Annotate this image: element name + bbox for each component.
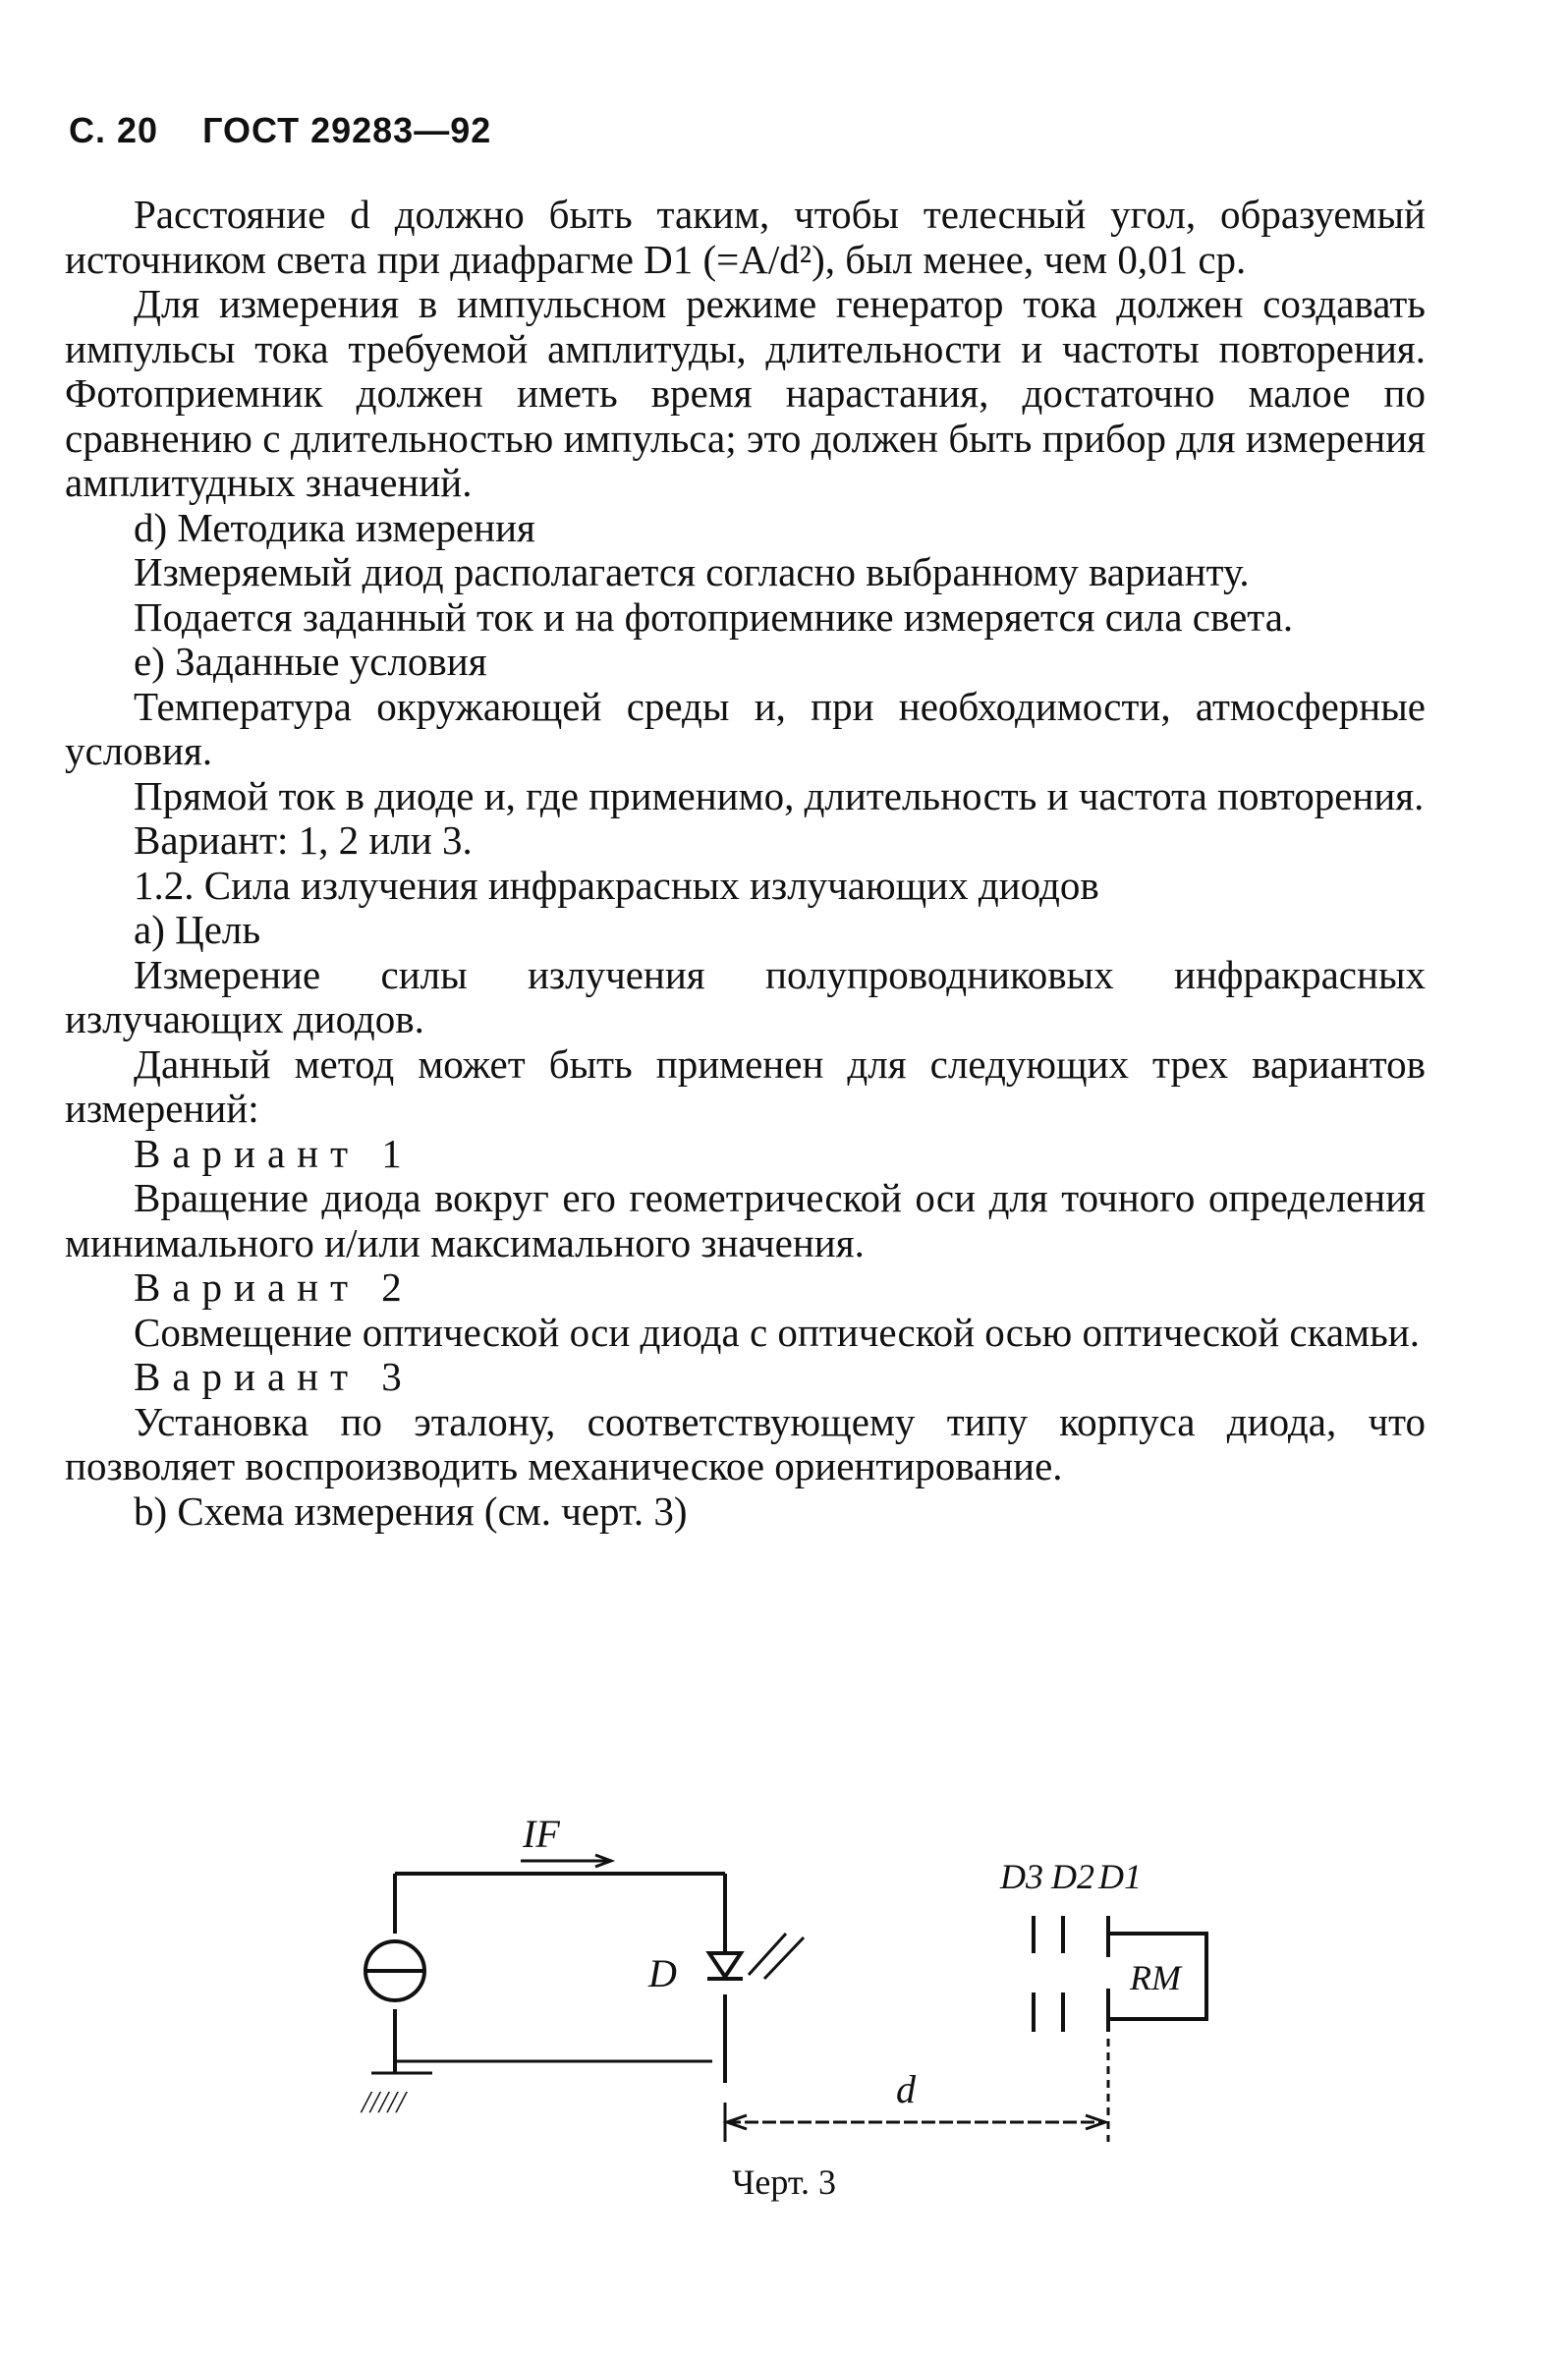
- paragraph: Прямой ток в диоде и, где применимо, длительность и частота повторения.: [134, 772, 1425, 818]
- variant-heading: Вариант 3: [134, 1354, 414, 1399]
- paragraph: Данный метод может быть применен для следующих трех вариантов измерений:: [65, 1040, 1426, 1131]
- paragraph: Для измерения в импульсном режиме генератор тока должен создавать импульсы тока требуемой амплитуды, длительности и частоты повторения. Фотоприемник должен иметь время нарастания, достаточно малое по сравнению с длительностью импульса; это должен быть прибор для измерения амплитудных значений.: [65, 281, 1426, 505]
- paragraph: Совмещение оптической оси диода с оптической осью оптической скамьи.: [134, 1309, 1420, 1355]
- standard-number: ГОСТ 29283—92: [202, 110, 492, 150]
- paragraph: Измеряемый диод располагается согласно выбранному варианту.: [134, 549, 1250, 594]
- radiometer-label: RM: [1130, 1958, 1181, 1997]
- section-heading: e) Заданные условия: [134, 639, 487, 684]
- section-heading: b) Схема измерения (см. черт. 3): [134, 1487, 688, 1534]
- current-label: IF: [523, 1812, 560, 1856]
- diode-label: D: [648, 1951, 677, 1995]
- paragraph: Установка по эталону, соответствующему типу корпуса диода, что позволяет воспроизводить механическое ориентирование.: [65, 1398, 1426, 1488]
- diaphragm-label-d1: D1: [1098, 1857, 1142, 1896]
- figure-caption: Черт. 3: [732, 2162, 836, 2202]
- variant-heading: Вариант 2: [134, 1264, 414, 1310]
- paragraph: Измерение силы излучения полупроводниковых инфракрасных излучающих диодов.: [65, 951, 1426, 1041]
- paragraph: Вращение диода вокруг его геометрической оси для точного определения минимального и/или максимального значения.: [65, 1175, 1426, 1265]
- page-number: С. 20: [69, 110, 159, 150]
- ground-label: /////: [362, 2084, 406, 2119]
- distance-label: d: [896, 2067, 916, 2111]
- section-heading: a) Цель: [134, 907, 261, 952]
- diode-icon: [709, 1953, 741, 1977]
- emission-arrow-icon: [749, 1934, 786, 1975]
- paragraph: Температура окружающей среды и, при необходимости, атмосферные условия.: [65, 683, 1426, 773]
- variant-heading: Вариант 1: [134, 1130, 414, 1176]
- emission-arrow-icon: [764, 1937, 804, 1979]
- diaphragm-label-d3: D3: [1000, 1857, 1043, 1896]
- paragraph: Расстояние d должно быть таким, чтобы телесный угол, образуемый источником света при диафрагме D1 (=A/d²), был менее, чем 0,01 ср.: [65, 192, 1426, 282]
- section-heading: 1.2. Сила излучения инфракрасных излучающих диодов: [134, 862, 1099, 908]
- section-heading: d) Методика измерения: [134, 504, 535, 550]
- diaphragm-label-d2: D2: [1051, 1857, 1094, 1896]
- paragraph: Подается заданный ток и на фотоприемнике измеряется сила света.: [134, 593, 1294, 640]
- paragraph: Вариант: 1, 2 или 3.: [134, 817, 473, 863]
